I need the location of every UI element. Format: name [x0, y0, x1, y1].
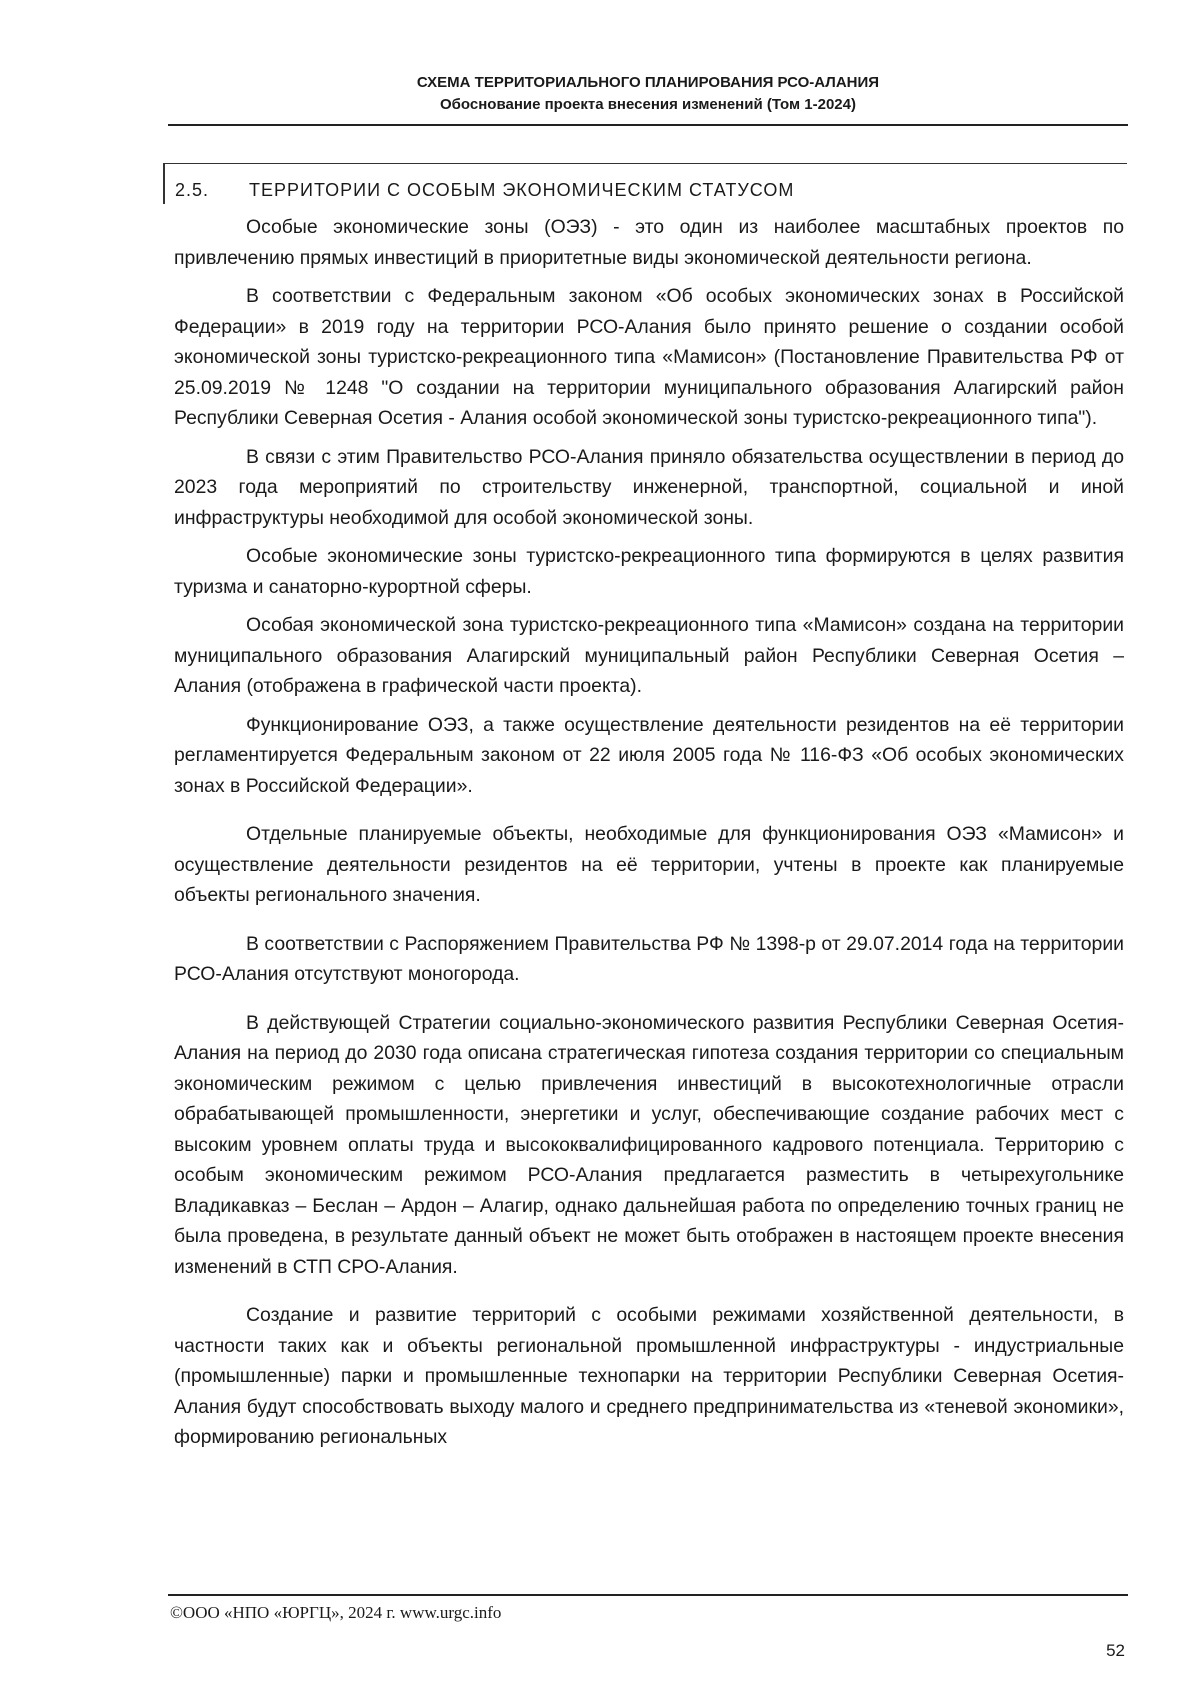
paragraph: В соответствии с Распоряжением Правительства РФ № 1398-р от 29.07.2014 года на территории РСО-Алания отсутствуют моногорода. [174, 932, 1124, 985]
paragraph: В связи с этим Правительство РСО-Алания приняло обязательства осуществлении в период до 2023 года мероприятий по строительству инженерной, транспортной, социальной и иной инфраструктуры необходимой для особой экономической зоны. [174, 445, 1124, 529]
paragraph: Функционирование ОЭЗ, а также осуществление деятельности резидентов на её территории регламентируется Федеральным законом от 22 июля 2005 года № 116-ФЗ «Об особых экономических зонах в Российской Федерации». [174, 713, 1124, 797]
page-number: 52 [1106, 1641, 1125, 1660]
paragraph: В соответствии с Федеральным законом «Об особых экономических зонах в Российской Федерации» в 2019 году на территории РСО-Алания было принято решение о создании особой экономической зоны туристско-рекреационного типа «Мамисон» (Постановление Правительства РФ от 25.09.2019 № 1248 "О создании на территории муниципального образования Алагирский район Республики Северная Осетия - Алания особой экономической зоны туристско-рекреационного типа"). [174, 285, 1124, 429]
paragraph: В действующей Стратегии социально-экономического развития Республики Северная Осетия-Алания на период до 2030 года описана стратегическая гипотеза создания территории со специальным экономическим режимом с целью привлечения инвестиций в высокотехнологичные отрасли обрабатывающей промышленности, энергетики и услуг, обеспечивающие создание рабочих мест с высоким уровнем оплаты труда и высококвалифицированного кадрового потенциала. Территорию с особым экономическим режимом РСО-Алания предлагается разместить в четырехугольнике Владикавказ – Беслан – Ардон – Алагир, однако дальнейшая работа по определению точных границ не была проведена, в результате данный объект не может быть отображен в настоящем проекте внесения изменений в СТП СРО-Алания. [174, 1011, 1124, 1278]
footer-copyright: ©ООО «НПО «ЮРГЦ», 2024 г. www.urgc.info [170, 1603, 502, 1622]
section-number: 2.5. [175, 180, 210, 200]
paragraph: Создание и развитие территорий с особыми режимами хозяйственной деятельности, в частности таких как и объекты региональной промышленной инфраструктуры - индустриальные (промышленные) парки и промышленные технопарки на территории Республики Северная Осетия-Алания будут способствовать выходу малого и среднего предпринимательства из «теневой экономики», формированию региональных [174, 1304, 1124, 1448]
header-subtitle: Обоснование проекта внесения изменений (Том 1-2024) [440, 96, 856, 113]
paragraph: Особая экономической зона туристско-рекреационного типа «Мамисон» создана на территории муниципального образования Алагирский муниципальный район Республики Северная Осетия – Алания (отображена в графической части проекта). [174, 614, 1124, 697]
paragraph: Отдельные планируемые объекты, необходимые для функционирования ОЭЗ «Мамисон» и осуществление деятельности резидентов на её территории, учтены в проекте как планируемые объекты регионального значения. [174, 823, 1124, 906]
footer-divider [168, 1594, 1128, 1596]
section-heading [163, 163, 1127, 204]
running-header [168, 72, 1128, 116]
paragraph: Особые экономические зоны (ОЭЗ) - это один из наиболее масштабных проектов по привлечению прямых инвестиций в приоритетные виды экономической деятельности региона. [174, 216, 1124, 269]
header-title: СХЕМА ТЕРРИТОРИАЛЬНОГО ПЛАНИРОВАНИЯ РСО-АЛАНИЯ [416, 74, 880, 91]
section-title: ТЕРРИТОРИИ С ОСОБЫМ ЭКОНОМИЧЕСКИМ СТАТУСОМ [249, 180, 795, 200]
paragraph: Особые экономические зоны туристско-рекреационного типа формируются в целях развития туризма и санаторно-курортной сферы. [174, 545, 1124, 598]
header-divider [168, 124, 1128, 126]
body-text [174, 212, 1124, 1461]
